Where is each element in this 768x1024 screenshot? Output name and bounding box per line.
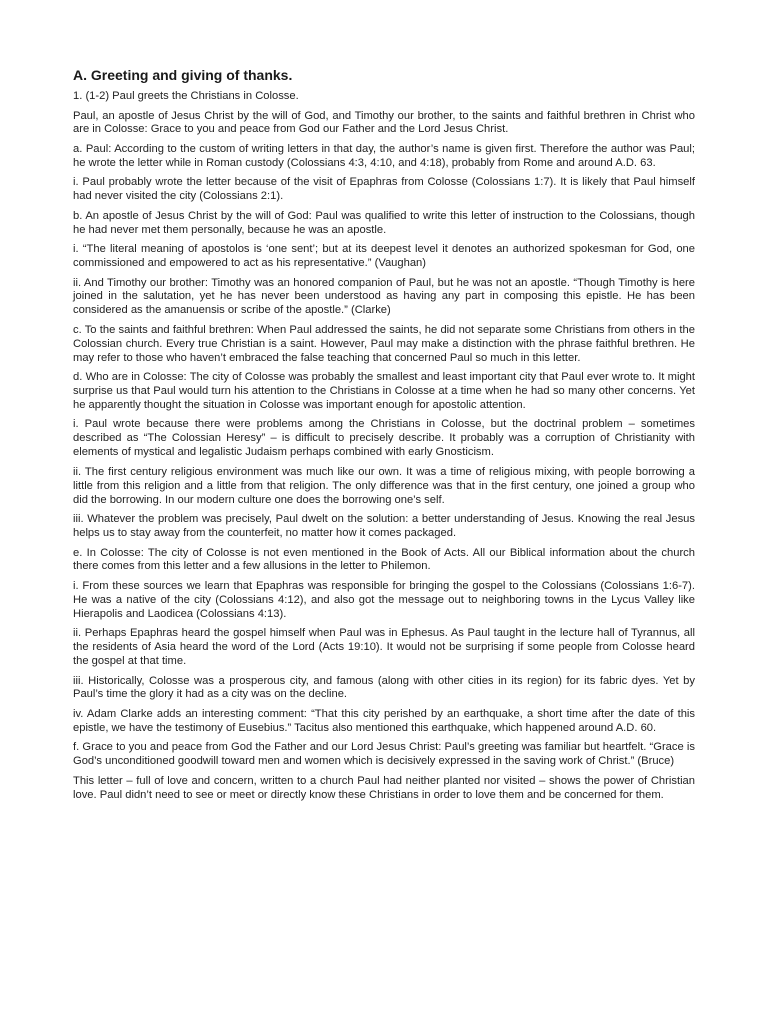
paragraph: i. “The literal meaning of apostolos is ‘one sent’; but at its deepest level it denotes an authorized spokesman for God, one commissioned and empowered to act as his representative.” (Vaughan): [73, 243, 695, 270]
paragraph: ii. And Timothy our brother: Timothy was an honored companion of Paul, but he was not an apostle. “Though Timothy is here joined in the salutation, yet he has never been understood as having any part in composing this epistle. He has been considered as the amanuensis or scribe of the apostle.” (Clarke): [73, 276, 695, 317]
paragraph: ii. Perhaps Epaphras heard the gospel himself when Paul was in Ephesus. As Paul taught in the lecture hall of Tyrannus, all the residents of Asia heard the word of the Lord (Acts 19:10). It would not be surprising if some people from Colosse heard the gospel at that time.: [73, 627, 695, 668]
paragraph-list: [73, 90, 695, 803]
paragraph: This letter – full of love and concern, written to a church Paul had neither planted nor visited – shows the power of Christian love. Paul didn’t need to see or meet or directly know these Christians in order to love them and be concerned for them.: [73, 774, 695, 801]
paragraph: iii. Historically, Colosse was a prosperous city, and famous (along with other cities in its region) for its fabric dyes. Yet by Paul’s time the glory it had as a city was on the decline.: [73, 674, 695, 701]
paragraph: iii. Whatever the problem was precisely, Paul dwelt on the solution: a better understanding of Jesus. Knowing the real Jesus helps us to stay away from the counterfeit, no matter how it comes packaged.: [73, 513, 695, 539]
paragraph: ii. The first century religious environment was much like our own. It was a time of religious mixing, with people borrowing a little from this religion and a little from that religion. The only difference was that in the first century, one joined a group who did the borrowing. In our modern culture one does the borrowing one’s self.: [73, 465, 695, 506]
section-heading: A. Greeting and giving of thanks.: [73, 67, 293, 83]
paragraph: d. Who are in Colosse: The city of Colosse was probably the smallest and least important city that Paul ever wrote to. It might surprise us that Paul would turn his attention to the Christians in Colosse at a time when he had so many other concerns. Yet he apparently thought the situation in Colosse was important enough for apostolic attention.: [73, 371, 695, 411]
paragraph: 1. (1-2) Paul greets the Christians in Colosse.: [73, 90, 299, 102]
paragraph: b. An apostle of Jesus Christ by the will of God: Paul was qualified to write this letter of instruction to the Colossians, though he had never met them personally, because he was an apostle.: [73, 209, 695, 236]
paragraph: f. Grace to you and peace from God the Father and our Lord Jesus Christ: Paul’s greeting was familiar but heartfelt. “Grace is God’s unconditioned goodwill toward men and women which is decisively expressed in the saving work of Christ.” (Bruce): [73, 741, 695, 768]
paragraph: i. Paul probably wrote the letter because of the visit of Epaphras from Colosse (Colossians 1:7). It is likely that Paul himself had never visited the city (Colossians 2:1).: [73, 176, 695, 203]
paragraph: i. From these sources we learn that Epaphras was responsible for bringing the gospel to the Colossians (Colossians 1:6-7). He was a native of the city (Colossians 4:12), and also got the message out to neighboring towns in the Lycus Valley like Hierapolis and Laodicea (Colossians 4:13).: [73, 579, 695, 620]
paragraph: Paul, an apostle of Jesus Christ by the will of God, and Timothy our brother, to the saints and faithful brethren in Christ who are in Colosse: Grace to you and peace from God our Father and the Lord Jesus Christ.: [73, 109, 695, 136]
paragraph: a. Paul: According to the custom of writing letters in that day, the author’s name is given first. Therefore the author was Paul; he wrote the letter while in Roman custody (Colossians 4:3, 4:10, and 4:18), probably from Rome and around A.D. 63.: [73, 142, 695, 169]
paragraph: iv. Adam Clarke adds an interesting comment: “That this city perished by an earthquake, a short time after the date of this epistle, we have the testimony of Eusebius.” Tacitus also mentioned this earthquake, which happened around A.D. 60.: [73, 707, 695, 734]
paragraph: i. Paul wrote because there were problems among the Christians in Colosse, but the doctrinal problem – sometimes described as “The Colossian Heresy” – is difficult to precisely describe. It probably was a corruption of Christianity with elements of mystical and legalistic Judaism perhaps combined with early Gnosticism.: [73, 418, 695, 459]
paragraph: c. To the saints and faithful brethren: When Paul addressed the saints, he did not separate some Christians from others in the Colossian church. Every true Christian is a saint. However, Paul may make a distinction with the phrase faithful brethren. He may refer to those who haven’t embraced the false teaching that concerned Paul so much in this letter.: [73, 323, 695, 364]
paragraph: e. In Colosse: The city of Colosse is not even mentioned in the Book of Acts. All our Biblical information about the church there comes from this letter and a few allusions in the letter to Philemon.: [73, 546, 695, 573]
document-page: [73, 66, 695, 808]
